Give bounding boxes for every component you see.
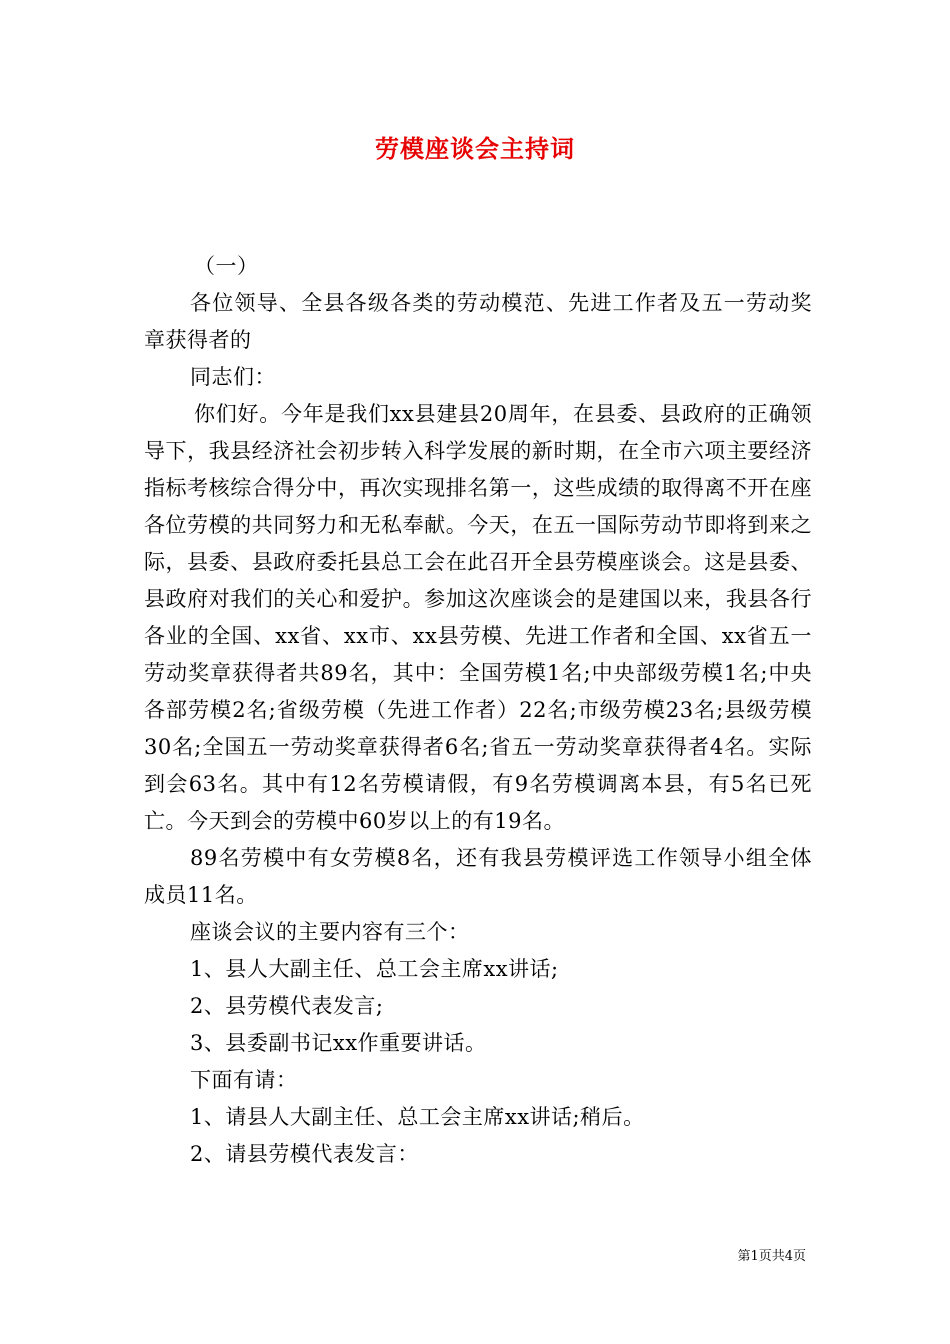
agenda-item-2: 2、县劳模代表发言; [190,994,384,1018]
agenda-item-1: 1、县人大副主任、总工会主席xx讲话; [190,957,559,981]
section-label: （一） [194,254,259,278]
paragraph-agenda-intro: 座谈会议的主要内容有三个： [190,920,470,944]
document-title: 劳模座谈会主持词 [375,134,575,163]
main-paragraph: 你们好。今年是我们xx县建县20周年，在县委、县政府的正确领导下，我县经济社会初步转入科学发展的新时期，在全市六项主要经济指标考核综合得分中，再次实现排名第一，这些成绩的取得离不开在座各位劳模的共同努力和无私奉献。今天，在五一国际劳动节即将到来之际，县委、县政府委托县总工会在此召开全县劳模座谈会。这是县委、县政府对我们的关心和爱护。参加这次座谈会的是建国以来，我县各行各业的全国、xx省、xx市、xx县劳模、先进工作者和全国、xx省五一劳动奖章获得者共89名，其中：全国劳模1名;中央部级劳模1名;中央各部劳模2名;省级劳模（先进工作者）22名;市级劳模23名;县级劳模30名;全国五一劳动奖章获得者6名;省五一劳动奖章获得者4名。实际到会63名。其中有12名劳模请假，有9名劳模调离本县，有5名已死亡。今天到会的劳模中60岁以上的有19名。 [144,402,812,833]
document-body [144,248,812,1173]
salutation-paragraph: 各位领导、全县各级各类的劳动模范、先进工作者及五一劳动奖章获得者的 [144,291,812,352]
invite-item-2: 2、请县劳模代表发言： [190,1142,419,1166]
paragraph-invite: 下面有请： [190,1068,298,1092]
page-number: 第1页共4页 [737,1249,806,1264]
agenda-item-3: 3、县委副书记xx作重要讲话。 [190,1031,487,1055]
paragraph-female-models: 89名劳模中有女劳模8名，还有我县劳模评选工作领导小组全体成员11名。 [144,846,812,907]
salutation-comrades: 同志们： [190,365,276,389]
invite-item-1: 1、请县人大副主任、总工会主席xx讲话;稍后。 [190,1105,645,1129]
